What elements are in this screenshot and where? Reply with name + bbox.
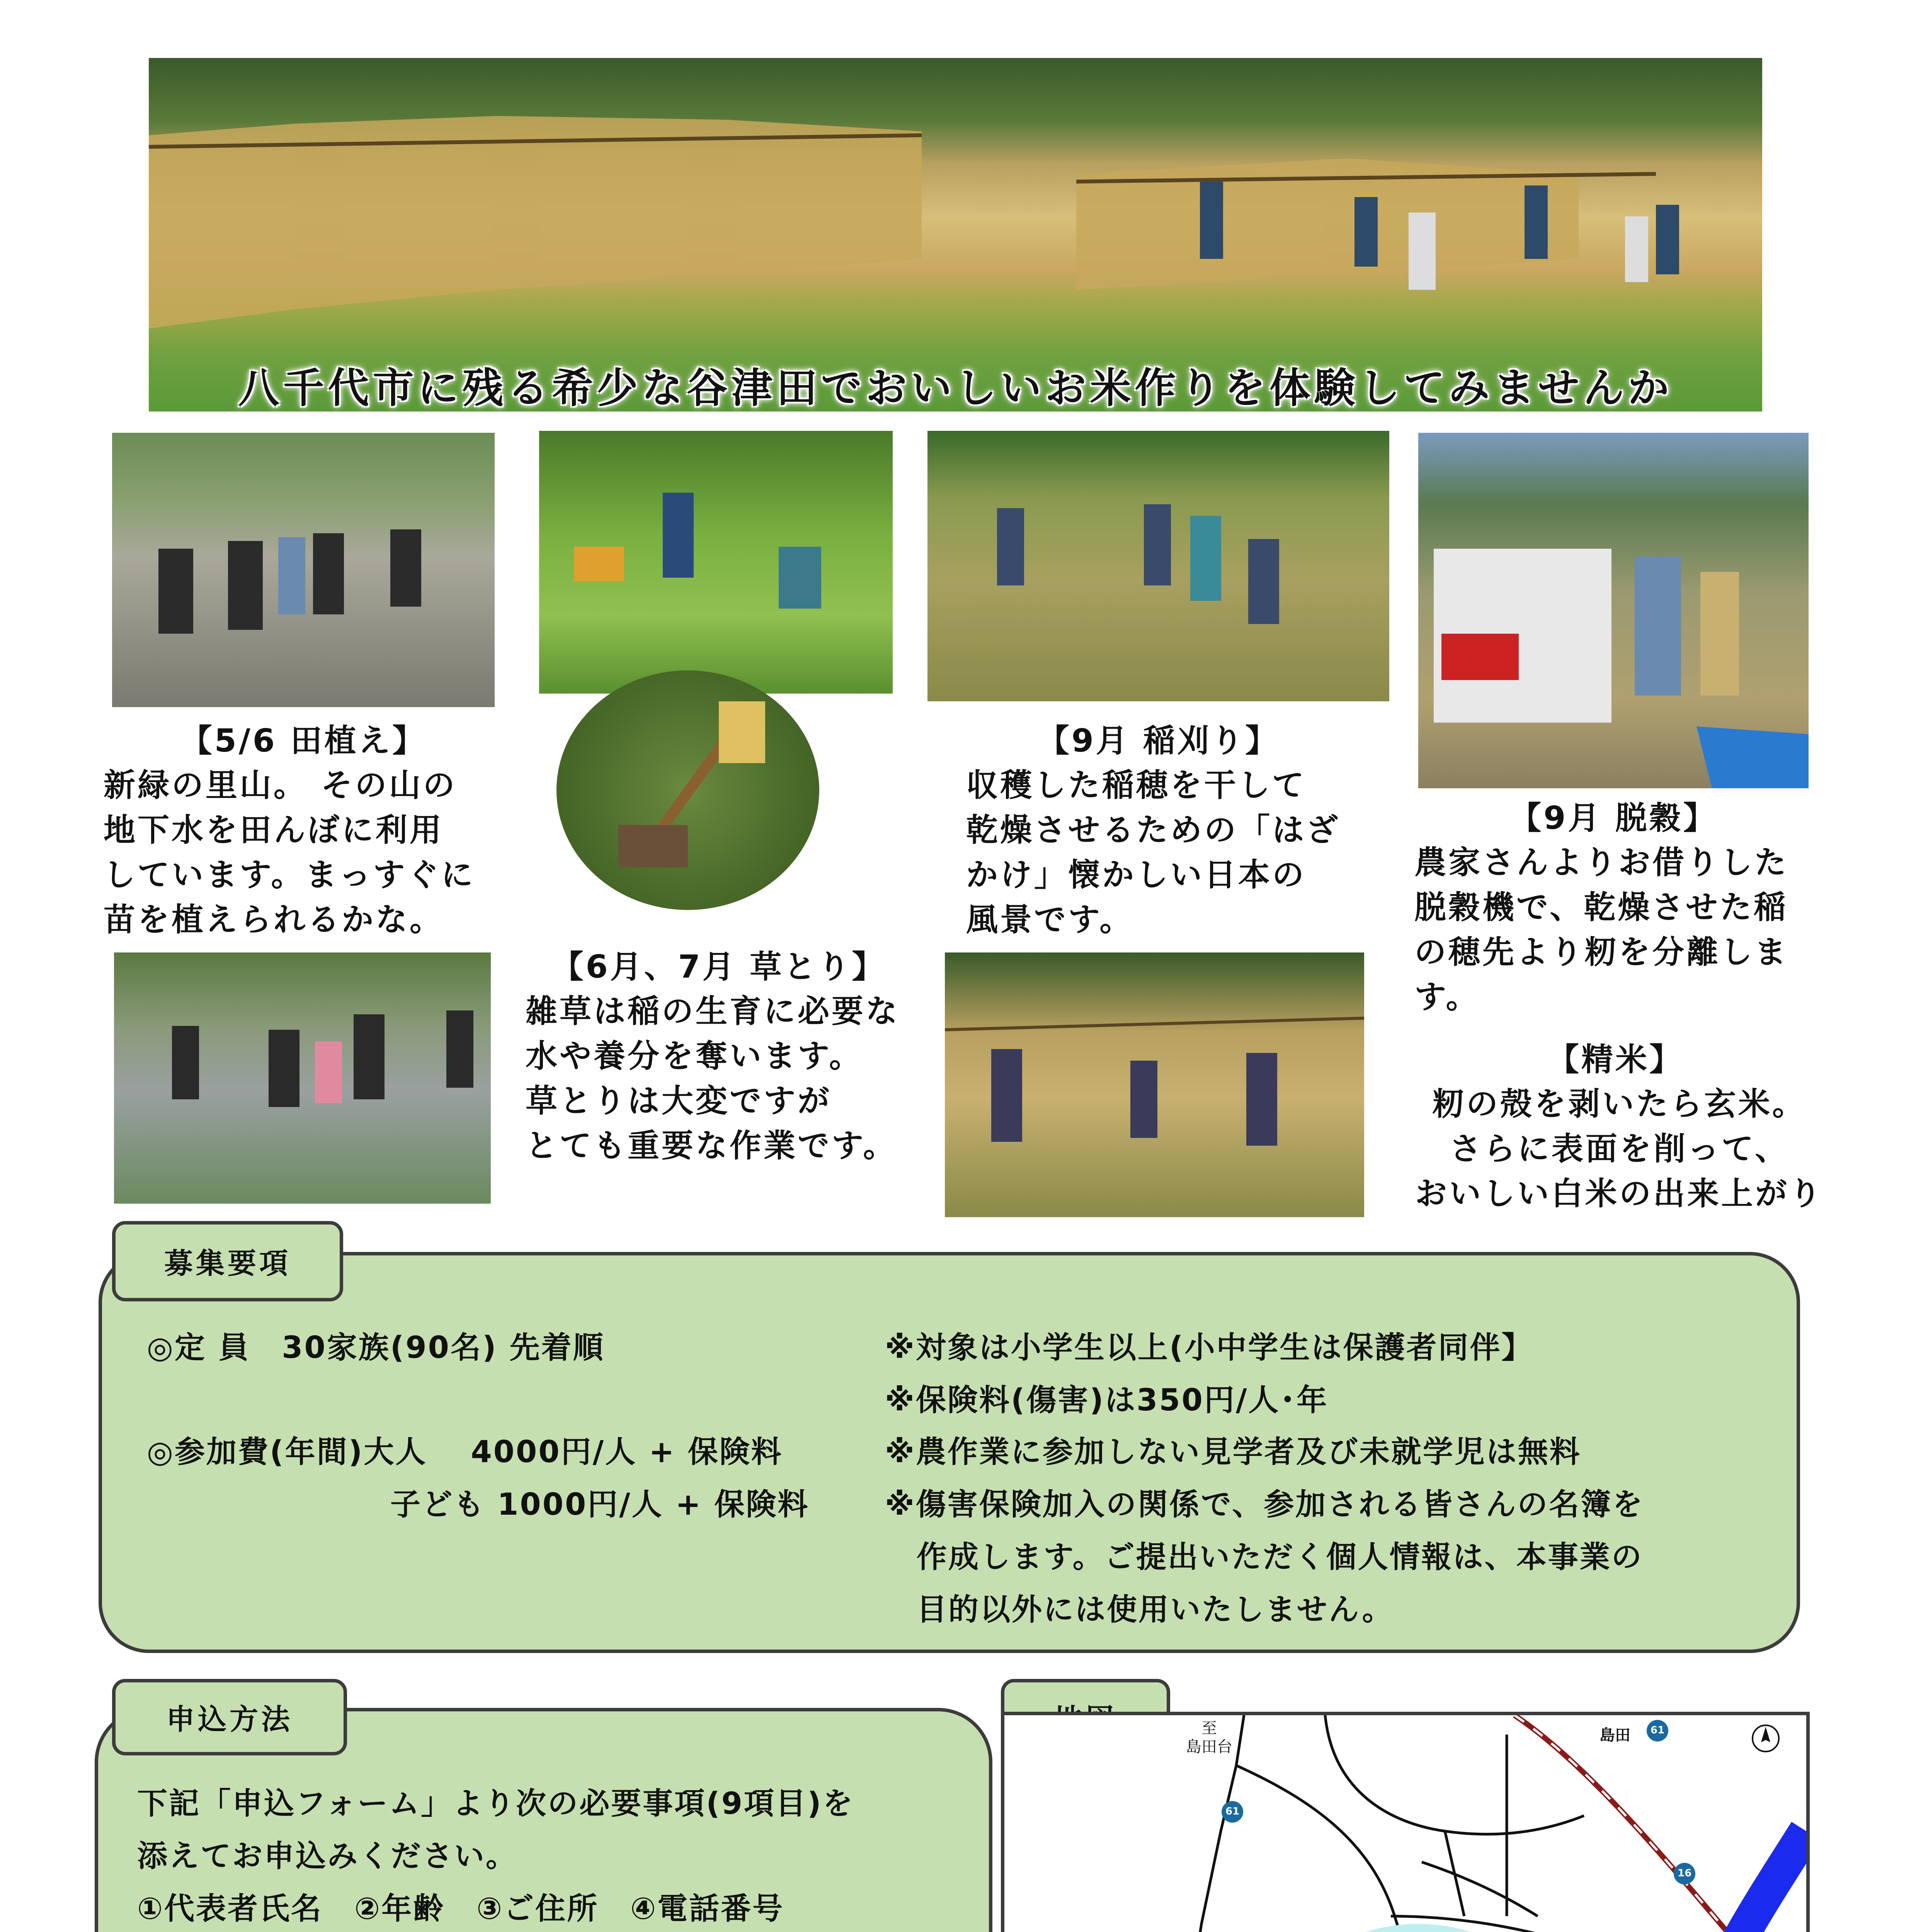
- photo-harvest-figures: [927, 431, 1389, 701]
- recruit-note-privacy: ※傷害保険加入の関係で、参加される皆さんの名簿を 作成します。ご提出いただく個人情報は、本事業の 目的以外には使用いたしません。: [885, 1487, 1644, 1627]
- planting-body: 新緑の里山。 その山の 地下水を田んぼに利用 しています。まっすぐに 苗を植えられるかな。: [104, 767, 475, 938]
- photo-threshing: [1418, 433, 1809, 788]
- recruit-capacity: ◎定 員 30家族(90名) 先着順: [147, 1330, 605, 1365]
- recruit-note-target: ※対象は小学生以上(小中学生は保護者同伴】: [885, 1330, 1533, 1365]
- map-drawing: [1004, 1715, 1806, 1932]
- photo-weeding-field: [539, 431, 893, 694]
- photo-weeding-tool: [556, 670, 819, 910]
- recruit-fee-child: 子ども 1000円/人 + 保険料: [390, 1487, 810, 1522]
- threshing-body: 農家さんよりお借りした 脱穀機で、乾燥させた稲 の穂先より籾を分離しま す。: [1414, 844, 1789, 1015]
- photo-weeding-tool-detail: [556, 670, 819, 910]
- recruit-note-insurance: ※保険料(傷害)は350円/人･年: [885, 1383, 1329, 1418]
- north-arrow-icon: [1753, 1725, 1779, 1752]
- hero-headline: 八千代市に残る希少な谷津田でおいしいお米作りを体験してみませんか: [238, 364, 1673, 412]
- photo-hazakake-figures: [945, 952, 1364, 1217]
- recruit-note-free: ※農作業に参加しない見学者及び未就学児は無料: [885, 1435, 1581, 1469]
- recruit-fee-adult: ◎参加費(年間)大人 4000円/人 + 保険料: [147, 1435, 783, 1469]
- map-panel[interactable]: [1001, 1712, 1810, 1932]
- photo-harvest-field: [927, 431, 1389, 701]
- apply-tab: 申込方法: [112, 1679, 347, 1755]
- harvest-title: 【9月 稲刈り】: [1037, 723, 1280, 759]
- planting-title: 【5/6 田植え】: [180, 723, 427, 759]
- photo-threshing-machine: [1418, 433, 1809, 788]
- map-label-shimada: 島田: [1600, 1726, 1630, 1744]
- weeding-title: 【6月、7月 草とり】: [551, 949, 886, 985]
- photo-planting-figures: [112, 433, 495, 707]
- map-route-16: 16: [1678, 1867, 1692, 1879]
- photo-planting: [112, 433, 495, 707]
- hero-photo: [149, 58, 1762, 412]
- polishing-title: 【精米】: [1547, 1041, 1683, 1078]
- apply-intro: 下記「申込フォーム」より次の必要事項(9項目)を 添えてお申込みください。: [137, 1786, 854, 1874]
- polishing-body: 籾の殻を剥いたら玄米。 さらに表面を削って、 おいしい白米の出来上がり: [1415, 1086, 1823, 1212]
- threshing-title: 【9月 脱穀】: [1509, 800, 1717, 837]
- photo-hazakake: [945, 952, 1364, 1217]
- recruit-tab: 募集要項: [112, 1221, 343, 1301]
- harvest-body: 収穫した稲穂を干して 乾燥させるための「はざ かけ」懐かしい日本の 風景です。: [966, 767, 1341, 938]
- map-route-61-north: 61: [1651, 1725, 1665, 1736]
- apply-item: ①代表者氏名 ②年齢 ③ご住所 ④電話番号: [137, 1891, 784, 1926]
- photo-planting-2: [114, 952, 491, 1204]
- apply-items: [137, 1883, 968, 1932]
- map-label-to-shimadadai: 至 島田台: [1186, 1719, 1232, 1756]
- photo-weeding-figures: [539, 431, 893, 694]
- weeding-body: 雑草は稲の生育に必要な 水や養分を奪います。 草とりは大変ですが とても重要な作業です。: [526, 993, 900, 1164]
- photo-planting-2-figures: [114, 952, 491, 1204]
- map-route-61-west: 61: [1225, 1806, 1240, 1817]
